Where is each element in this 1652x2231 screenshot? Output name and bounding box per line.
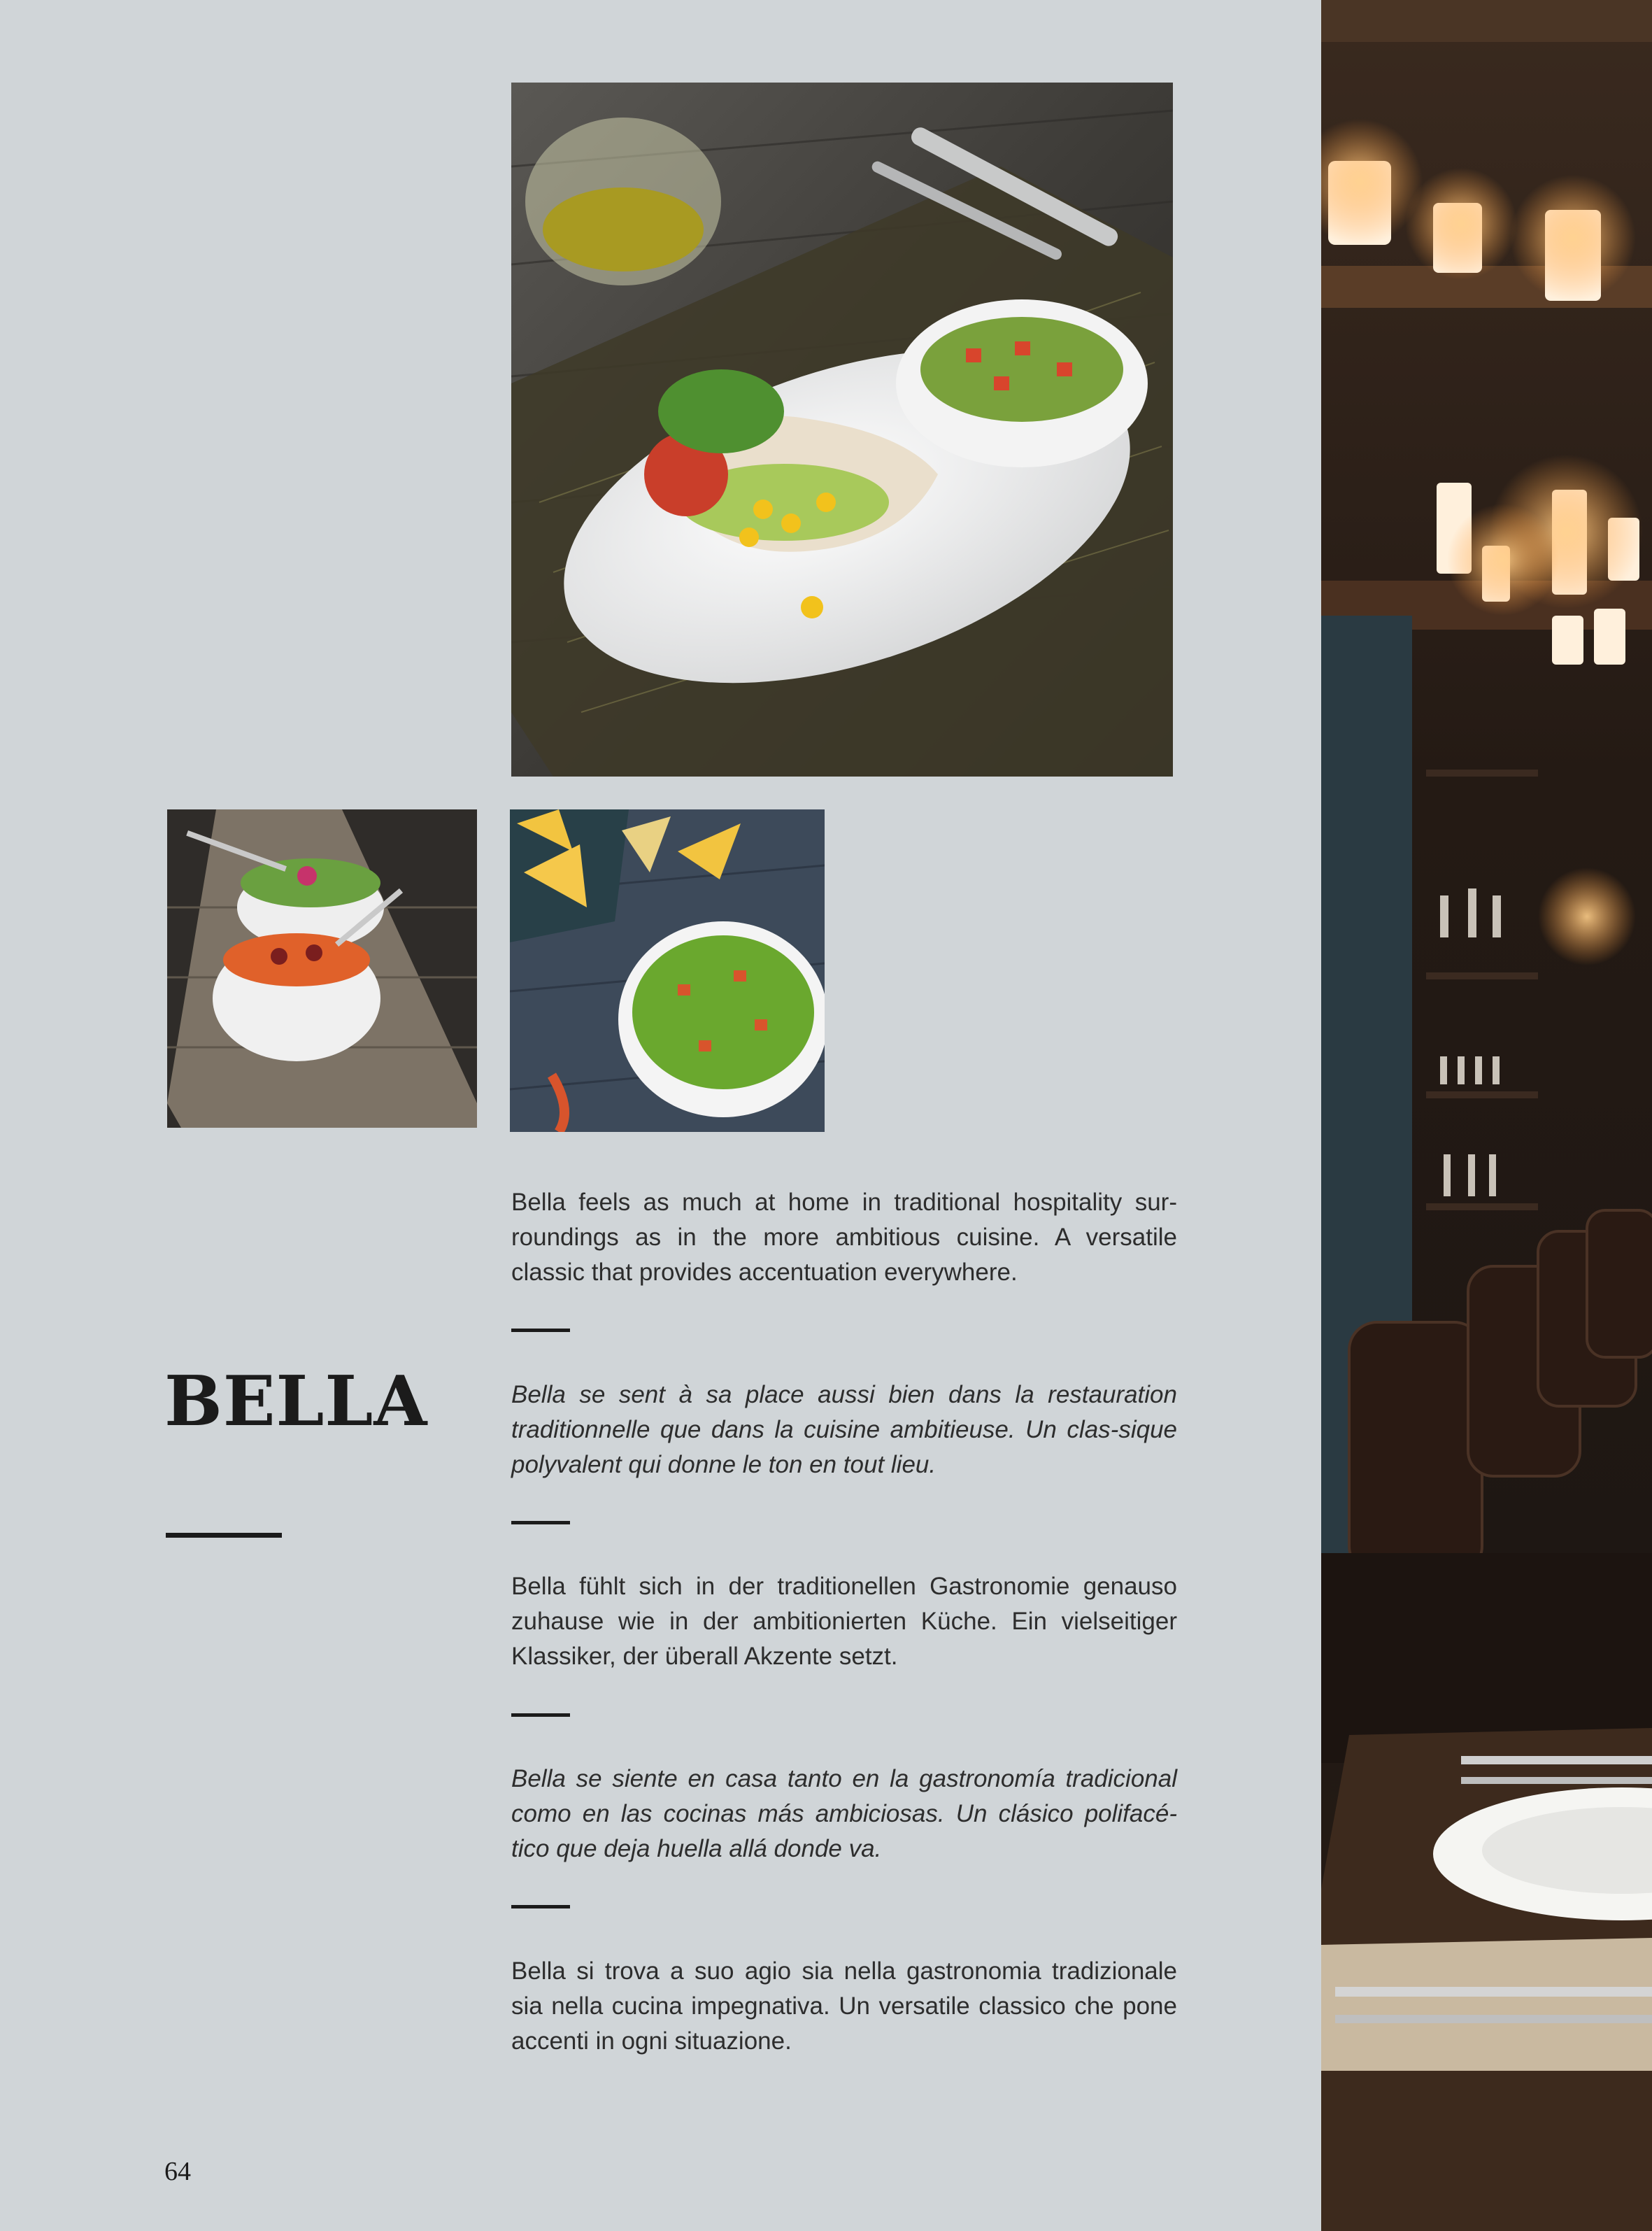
description-es: Bella se siente en casa tanto en la gastronomía tradicional como en las cocinas más ambiciosas. Un clásico polifacé-tico que deja huella allá donde va.	[511, 1765, 1177, 1862]
separator-4	[511, 1905, 570, 1908]
description-it: Bella si trova a suo agio sia nella gastronomia tradizionale sia nella cucina impegnativa. Un versatile classico che pone accenti in ogni situazione.	[511, 1957, 1177, 2055]
page-number: 64	[164, 2157, 191, 2186]
description-de: Bella fühlt sich in der traditionellen Gastronomie genauso zuhause wie in der ambitionierten Küche. Ein vielseitiger Klassiker, der überall Akzente setzt.	[511, 1573, 1177, 1670]
separator-3	[511, 1713, 570, 1717]
description-fr: Bella se sent à sa place aussi bien dans la restauration traditionnelle que dans la cuisine ambitieuse. Un clas-sique polyvalent qui donne le ton en tout lieu.	[511, 1381, 1177, 1478]
title-underline	[166, 1533, 282, 1538]
main-food-photo	[511, 83, 1173, 777]
bowls-on-mat-photo	[167, 809, 477, 1128]
product-title: BELLA	[164, 1361, 428, 1442]
description-en: Bella feels as much at home in traditional hospitality sur-roundings as in the more ambitious cuisine. A versatile classic that provides accentuation everywhere.	[511, 1189, 1177, 1286]
restaurant-interior-photo	[1321, 0, 1652, 2231]
guacamole-bowl-photo	[510, 809, 825, 1132]
separator-2	[511, 1521, 570, 1524]
separator-1	[511, 1329, 570, 1332]
